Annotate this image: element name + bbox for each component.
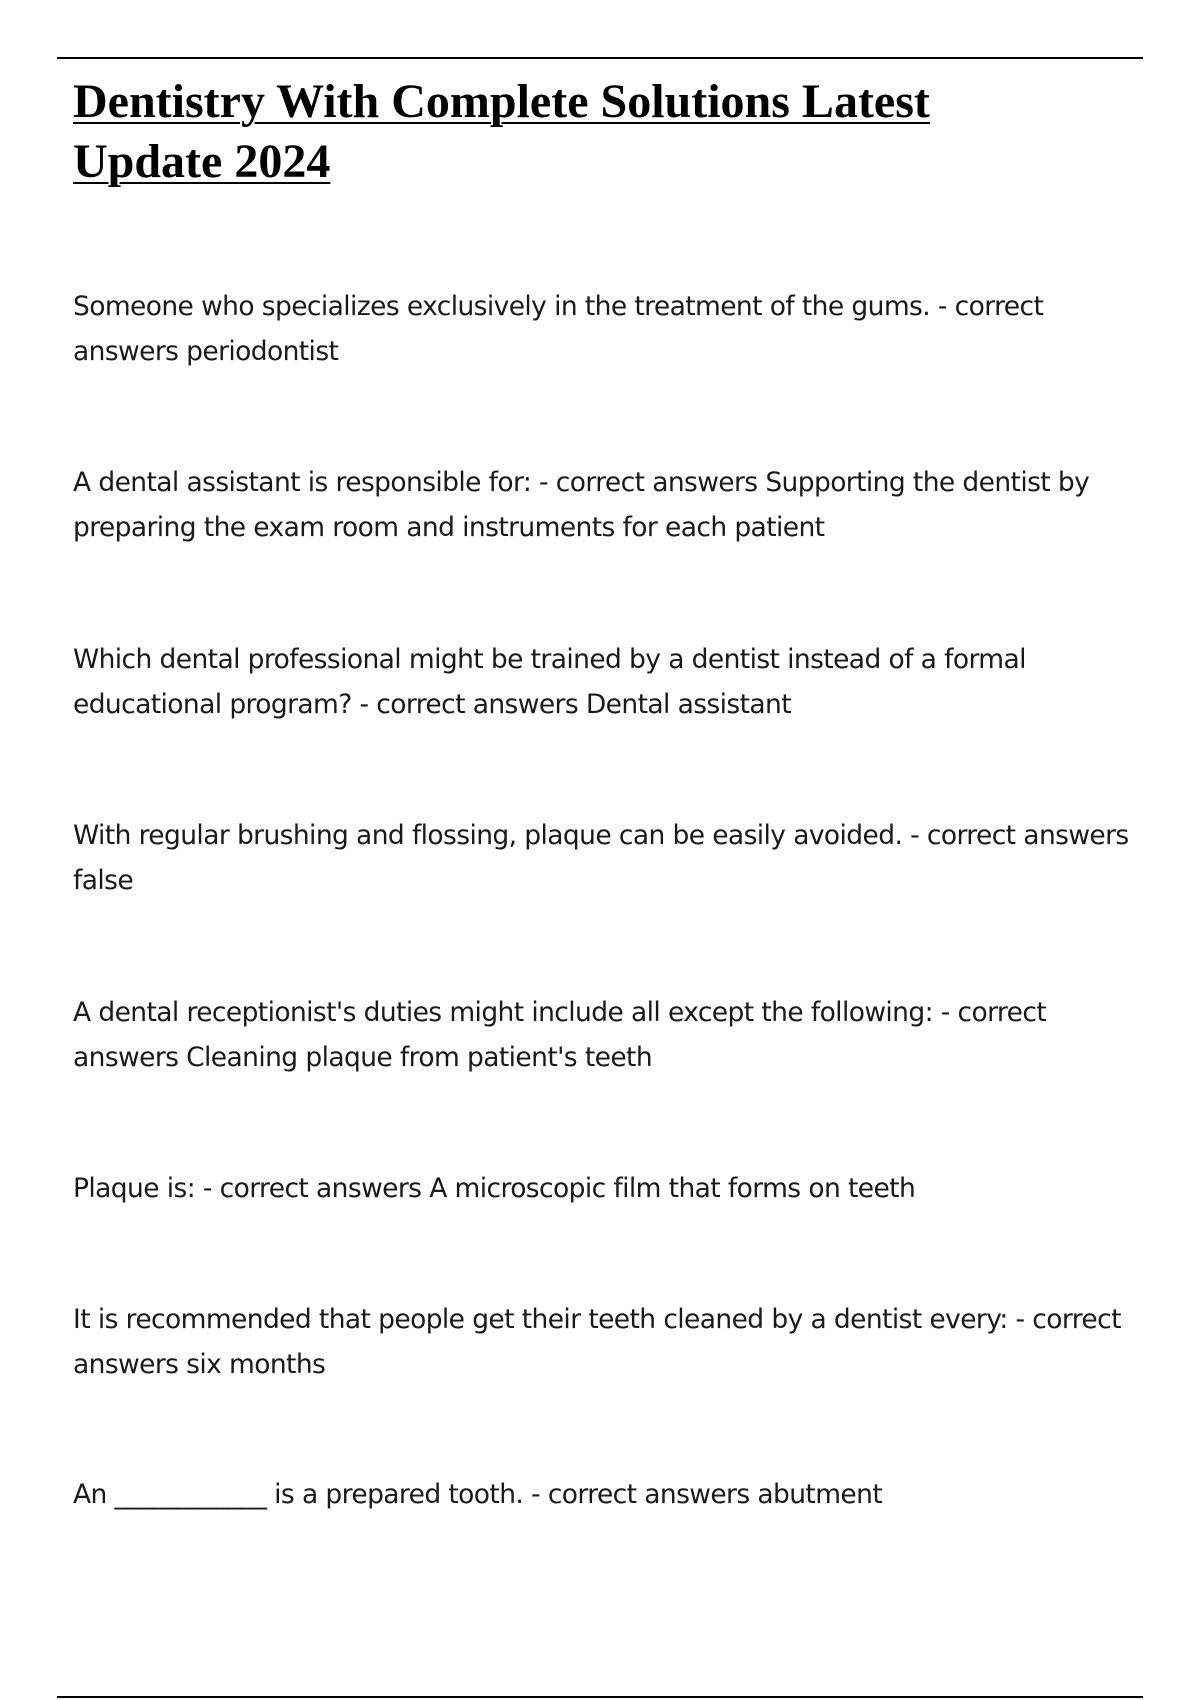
item-text-line: Someone who specializes exclusively in the treatment of the gums. - correct: [73, 291, 1044, 322]
item-text-line: An ____________ is a prepared tooth. - correct answers abutment: [73, 1479, 883, 1510]
item-text-line: educational program? - correct answers Dental assistant: [73, 689, 792, 720]
item-text-line: Plaque is: - correct answers A microscopic film that forms on teeth: [73, 1173, 916, 1204]
question-answer-item: [73, 284, 1158, 374]
item-text-line: A dental assistant is responsible for: - correct answers Supporting the dentist by: [73, 467, 1090, 498]
question-answer-item: [73, 1297, 1158, 1387]
top-divider: [57, 57, 1143, 59]
question-answer-item: [73, 813, 1158, 903]
question-answer-item: [73, 1166, 1158, 1211]
item-text-line: answers six months: [73, 1349, 326, 1380]
question-answer-item: [73, 637, 1158, 727]
item-text-line: With regular brushing and flossing, plaque can be easily avoided. - correct answers: [73, 820, 1129, 851]
item-text-line: Which dental professional might be trained by a dentist instead of a formal: [73, 644, 1026, 675]
document-title: [73, 72, 1073, 192]
question-answer-item: [73, 1472, 1158, 1517]
bottom-divider: [57, 1696, 1143, 1698]
item-text-line: A dental receptionist's duties might include all except the following: - correct: [73, 997, 1047, 1028]
item-text-line: It is recommended that people get their teeth cleaned by a dentist every: - correct: [73, 1304, 1121, 1335]
item-text-line: false: [73, 865, 134, 896]
title-line: Update 2024: [73, 135, 331, 188]
item-text-line: answers periodontist: [73, 336, 339, 367]
item-text-line: answers Cleaning plaque from patient's teeth: [73, 1042, 653, 1073]
question-answer-item: [73, 990, 1158, 1080]
question-answer-item: [73, 460, 1158, 550]
title-line: Dentistry With Complete Solutions Latest: [73, 75, 930, 128]
item-text-line: preparing the exam room and instruments for each patient: [73, 512, 825, 543]
